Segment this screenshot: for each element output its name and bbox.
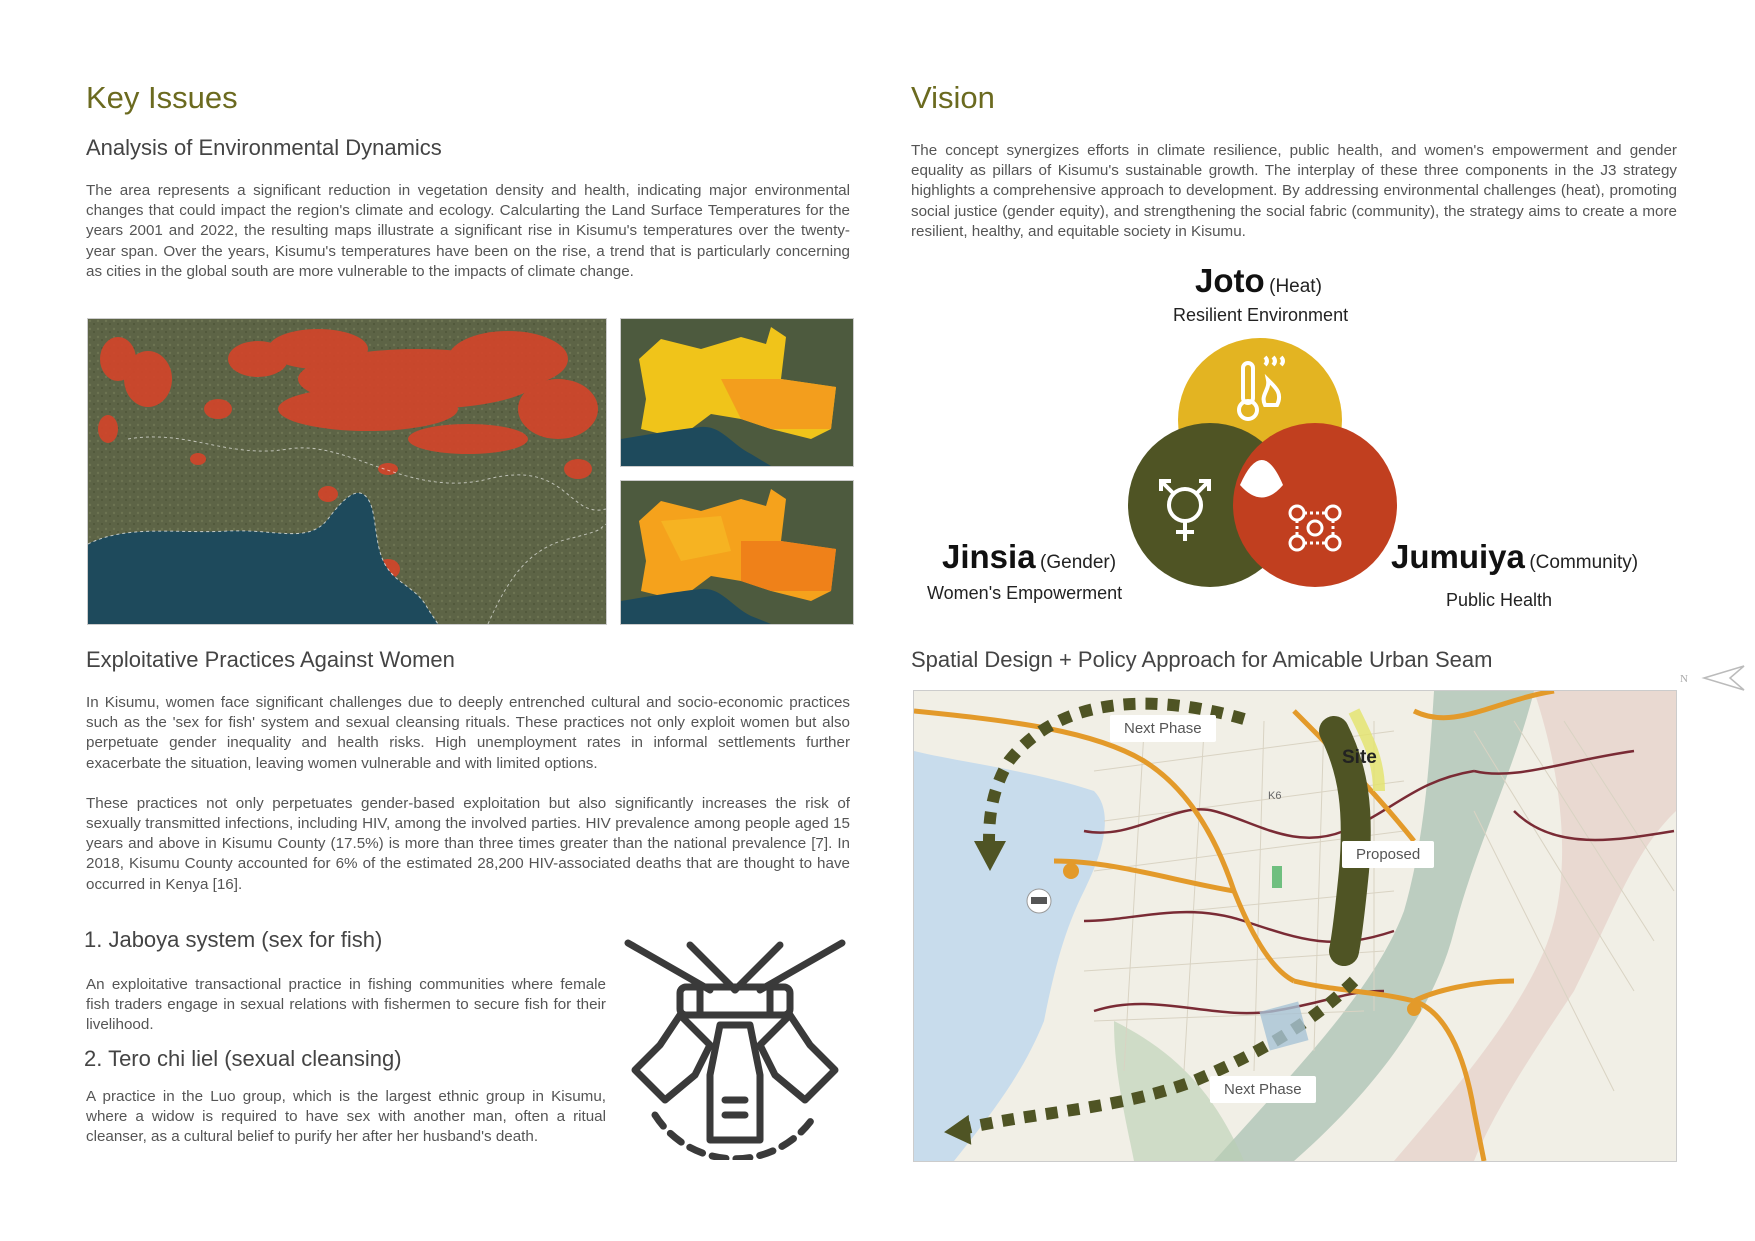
road-k6-label: K6 <box>1268 790 1282 802</box>
jumuiya-label <box>1391 538 1638 576</box>
jaboya-paragraph: An exploitative transactional practice in fishing communities where female fish traders engage in sexual relations with fishermen to secure fish for their livelihood. <box>86 976 606 1034</box>
proposed-label: Proposed <box>1342 841 1434 868</box>
vegetation-change-map <box>87 318 607 625</box>
joto-subtitle: Resilient Environment <box>1173 305 1349 325</box>
lst-map-2001 <box>620 318 854 467</box>
spatial-design-map <box>913 690 1677 1162</box>
j3-venn-diagram <box>1125 335 1400 595</box>
next-phase-bottom-label: Next Phase <box>1210 1076 1316 1103</box>
svg-text:N: N <box>1680 673 1688 685</box>
jumuiya-subtitle: Public Health <box>1446 590 1553 610</box>
location-pin-icon <box>1063 863 1079 879</box>
bound-hands-icon <box>620 935 850 1160</box>
tero-chi-liel-paragraph: A practice in the Luo group, which is the largest ethnic group in Kisumu, where a widow is required to have sex with another man, often a ritual cleanser, as a cultural belief to purify her after her husband's death. <box>86 1088 606 1146</box>
page-title-key-issues: Key Issues <box>86 80 238 115</box>
page-title-vision: Vision <box>911 80 995 115</box>
jinsia-name: Jinsia <box>942 538 1036 575</box>
jinsia-subtitle: Women's Empowerment <box>927 583 1123 603</box>
north-arrow-icon <box>1678 662 1748 692</box>
location-pin-icon-2 <box>1407 1002 1421 1016</box>
next-phase-top-label: Next Phase <box>1110 715 1216 742</box>
jinsia-label <box>942 538 1116 576</box>
vision-paragraph: The concept synergizes efforts in climate resilience, public health, and women's empowerment and gender equality as pillars of Kisumu's sustainable growth. The interplay of these three components in the J3 strategy highlights a comprehensive approach to development. By addressing environmental challenges (heat), promoting social justice (gender equity), and strengthening the social fabric (community), the strategy aims to create a more resilient, healthy, and equitable society in Kisumu. <box>911 142 1677 240</box>
site-label: Site <box>1342 747 1377 768</box>
jumuiya-english: (Community) <box>1529 552 1639 573</box>
section-heading-environment: Analysis of Environmental Dynamics <box>86 135 442 160</box>
joto-english: (Heat) <box>1269 276 1322 297</box>
jumuiya-name: Jumuiya <box>1391 538 1525 575</box>
environment-paragraph: The area represents a significant reduction in vegetation density and health, indicating major environmental changes that could impact the region's climate and ecology. Calcularting the Land Surface Temperatures for the years 2001 and 2022, the resulting maps illustrate a significant rise in Kisumu's temperatures over the twenty-year span. Over the years, Kisumu's temperatures have been on the rise, a trend that is particularly concerning as cities in the global south are more vulnerable to the impacts of climate change. <box>86 182 850 280</box>
jinsia-english: (Gender) <box>1040 552 1117 573</box>
section-heading-exploitative-practices: Exploitative Practices Against Women <box>86 647 455 672</box>
joto-name: Joto <box>1195 262 1265 299</box>
joto-label <box>1195 262 1322 300</box>
exploitative-paragraphs <box>86 693 850 915</box>
exploitative-paragraph-1: In Kisumu, women face significant challenges due to deeply entrenched cultural and socio-economic practices such as the 'sex for fish' system and sexual cleansing rituals. These practices not only exploit women but also perpetuate gender inequality and health risks. High unemployment rates in informal settlements further exacerbate the situation, leaving women vulnerable and with limited options. <box>86 694 850 772</box>
section-heading-spatial-design: Spatial Design + Policy Approach for Amicable Urban Seam <box>911 647 1493 672</box>
exploitative-paragraph-2: These practices not only perpetuates gender-based exploitation but also significantly increases the risk of sexually transmitted infections, including HIV, among the involved parties. HIV prevalence among people aged 15 years and above in Kisumu County (17.5%) is more than three times greater than the national prevalence [7]. In 2018, Kisumu County accounted for 6% of the estimated 28,200 HIV-associated deaths that are thought to have occurred in Kenya [16]. <box>86 794 850 893</box>
jumuiya-circle <box>1233 423 1397 587</box>
tero-chi-liel-heading: 2. Tero chi liel (sexual cleansing) <box>84 1046 402 1071</box>
lst-map-2022 <box>620 480 854 625</box>
jaboya-heading: 1. Jaboya system (sex for fish) <box>84 927 383 952</box>
